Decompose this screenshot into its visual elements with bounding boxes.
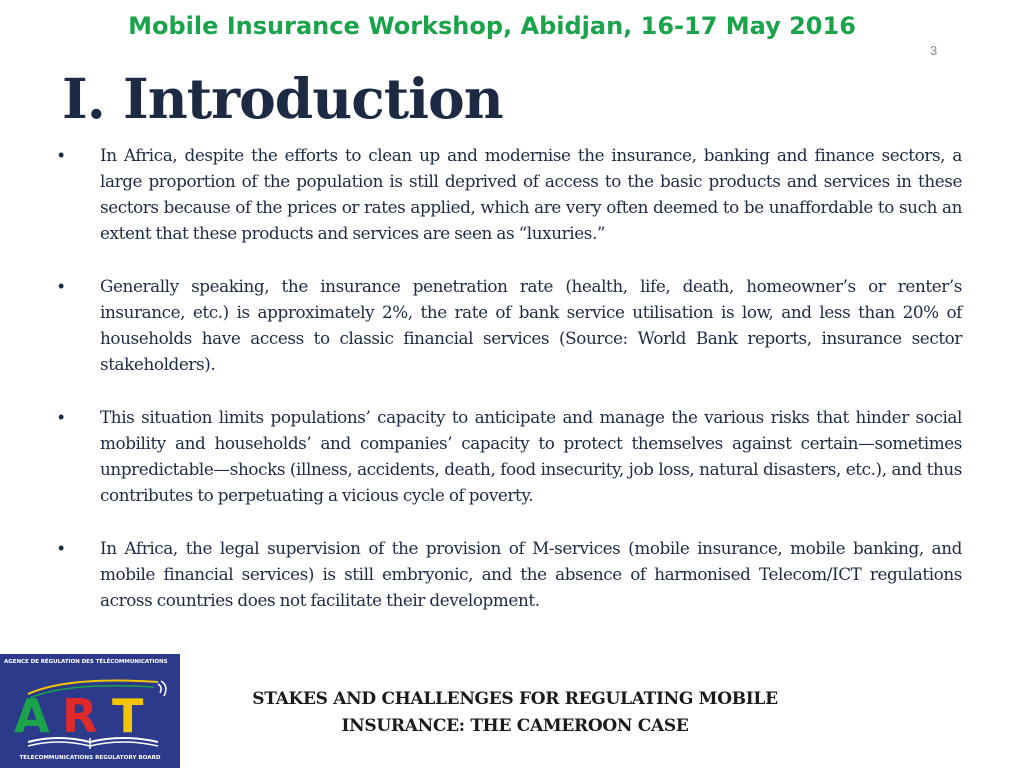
svg-text:R: R (62, 689, 98, 743)
bullet-item (58, 404, 962, 508)
bullet-text: This situation limits populations’ capacity to anticipate and manage the various risks that hinder social mobility and households’ and companies’ capacity to protect themselves against certain—sometimes unpredictable—shocks (illness, accidents, death, food insecurity, job loss, natural disasters, etc.), and thus contributes to perpetuating a vicious cycle of poverty. (100, 407, 962, 505)
bullet-text: In Africa, the legal supervision of the provision of M-services (mobile insurance, mobile banking, and mobile financial services) is still embryonic, and the absence of harmonised Telecom/ICT regulations across countries does not facilitate their development. (100, 538, 962, 610)
art-logo (0, 654, 180, 768)
slide-number: 3 (930, 43, 938, 58)
logo-board-name: TELECOMMUNICATIONS REGULATORY BOARD (19, 755, 161, 761)
footer-line-1: STAKES AND CHALLENGES FOR REGULATING MOBILE (252, 689, 778, 709)
bullet-icon: • (58, 407, 64, 427)
art-logo-graphic (8, 672, 172, 752)
bullet-list (58, 142, 962, 640)
logo-agency-name: AGENCE DE RÉGULATION DES TÉLÉCOMMUNICATIONS (4, 659, 168, 665)
bullet-item (58, 273, 962, 377)
svg-text:A: A (14, 689, 50, 743)
bullet-icon: • (58, 538, 64, 558)
footer-title (220, 686, 810, 740)
bullet-icon: • (58, 145, 64, 165)
footer-line-2: INSURANCE: THE CAMEROON CASE (341, 716, 689, 736)
workshop-header: Mobile Insurance Workshop, Abidjan, 16-17 May 2016 (128, 12, 856, 40)
bullet-item (58, 142, 962, 246)
bullet-text: In Africa, despite the efforts to clean up and modernise the insurance, banking and finance sectors, a large proportion of the population is still deprived of access to the basic products and services in these sectors because of the prices or rates applied, which are very often deemed to be unaffordable to such an extent that these products and services are seen as “luxuries.” (100, 145, 962, 243)
bullet-item (58, 535, 962, 613)
bullet-icon: • (58, 276, 64, 296)
svg-text:T: T (112, 689, 144, 743)
slide-title: I. Introduction (62, 66, 503, 131)
bullet-text: Generally speaking, the insurance penetration rate (health, life, death, homeowner’s or renter’s insurance, etc.) is approximately 2%, the rate of bank service utilisation is low, and less than 20% of households have access to classic financial services (Source: World Bank reports, insurance sector stakeholders). (100, 276, 962, 374)
